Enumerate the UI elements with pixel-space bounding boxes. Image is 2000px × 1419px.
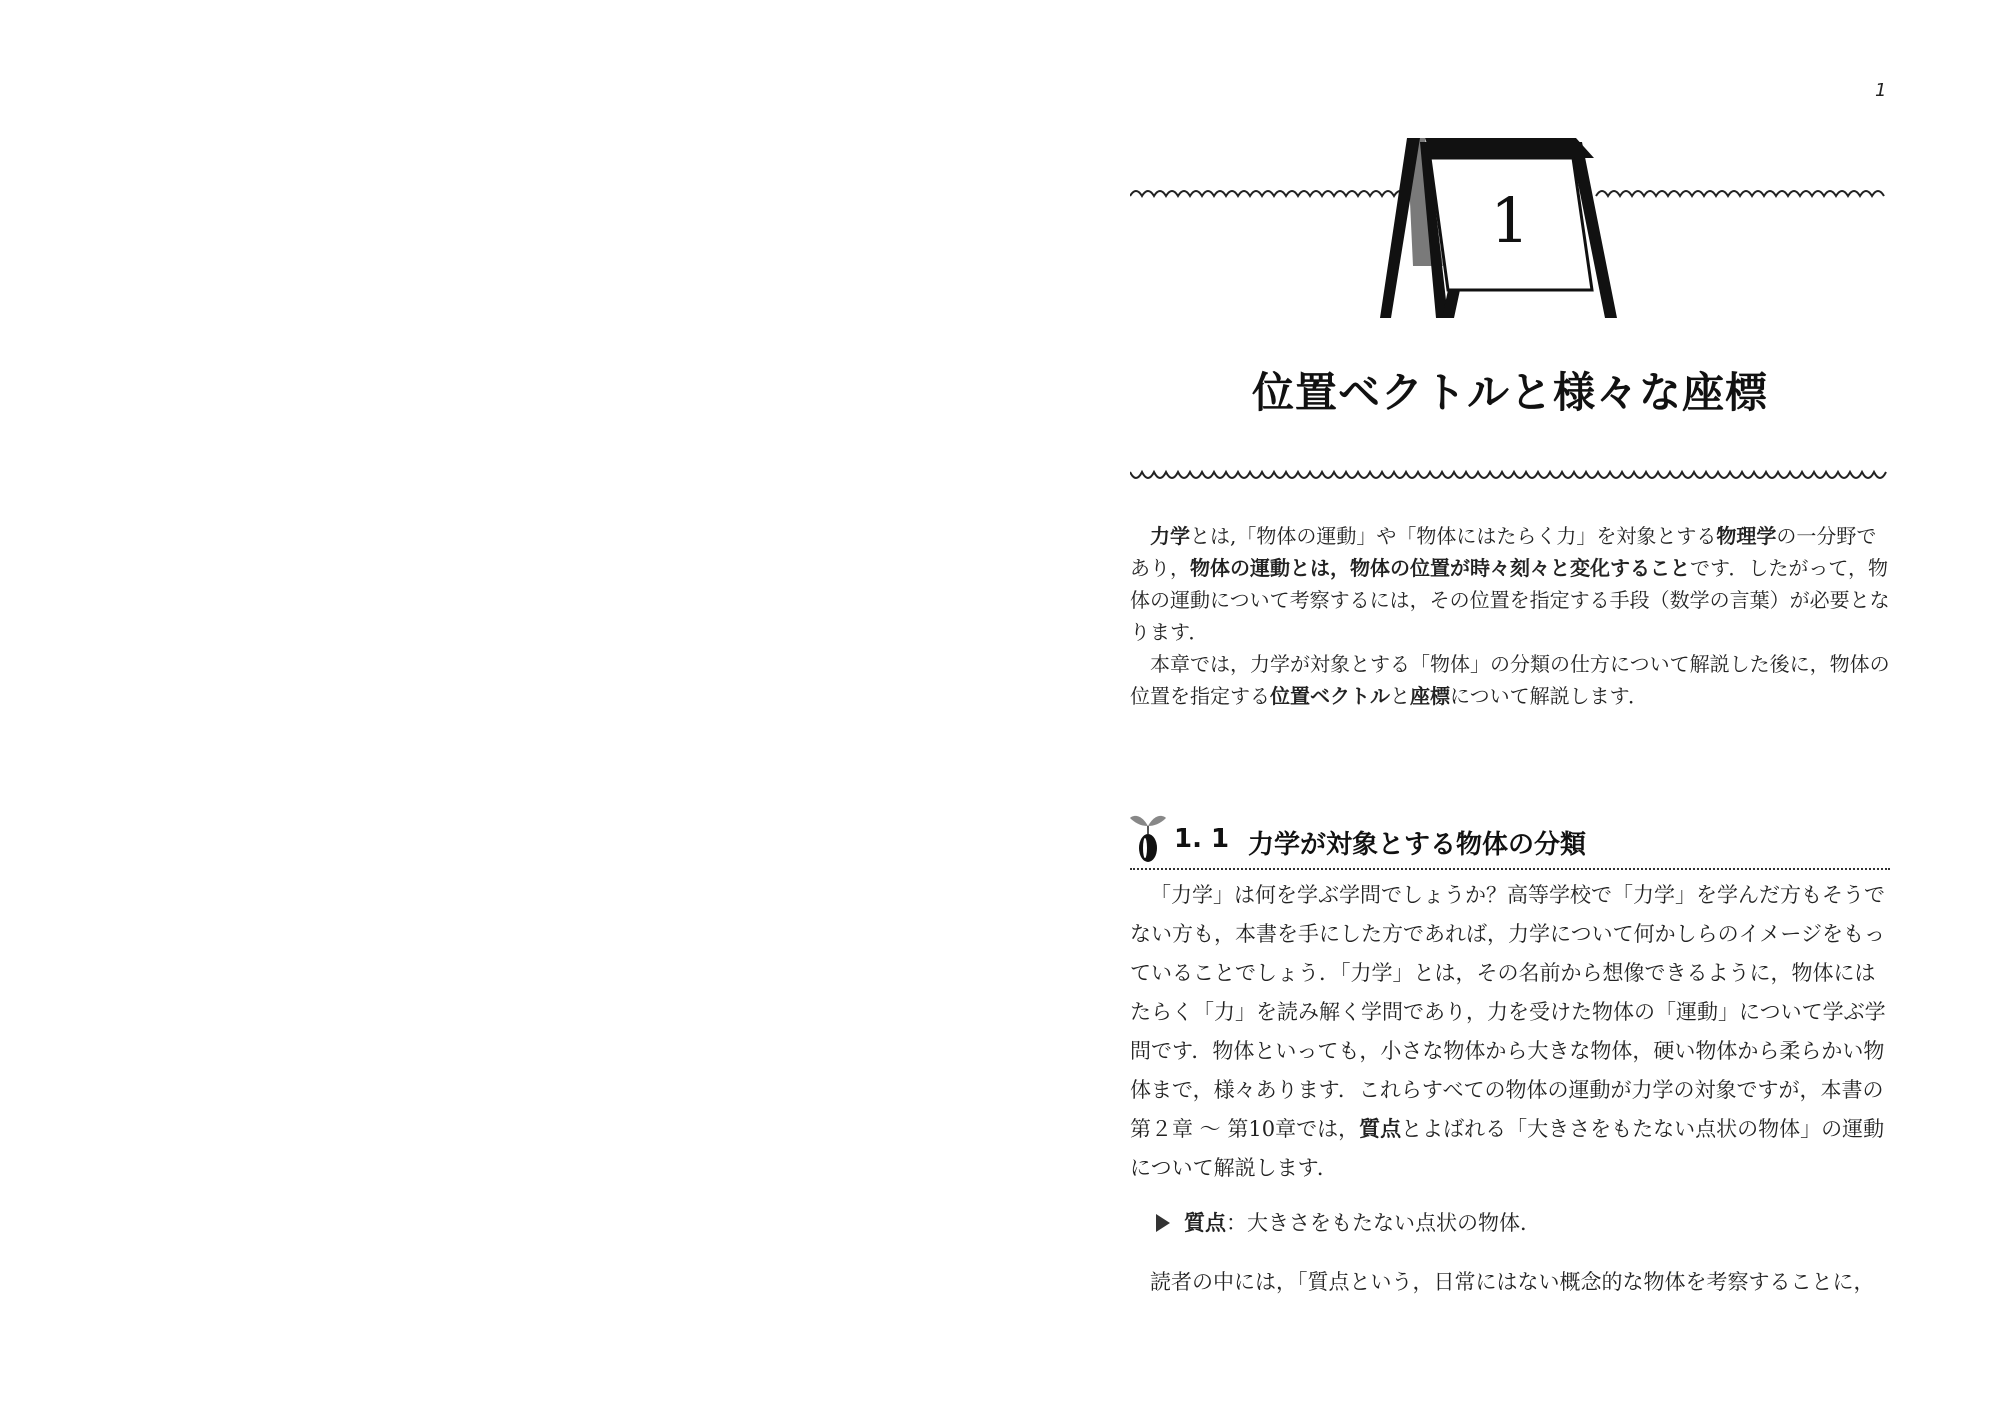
intro-paragraph-1 (1130, 520, 1890, 648)
definition-text: ：大きさをもたない点状の物体． (1226, 1211, 1541, 1235)
chapter-emblem (1130, 130, 1890, 330)
wavy-line-right-icon (1596, 191, 1884, 196)
intro-p1-key-definition: 物体の運動とは，物体の位置が時々刻々と変化すること (1190, 556, 1690, 580)
intro-p2-text-2: と (1390, 684, 1410, 708)
definition-point-mass (1156, 1208, 1890, 1238)
intro-p1-text-1: とは,「物体の運動」や「物体にはたらく力」を対象とする (1190, 524, 1717, 548)
chapter-intro (1130, 520, 1890, 712)
continuation-line: 読者の中には，「質点という，日常にはない概念的な物体を考察することに， (1150, 1270, 1875, 1294)
wavy-line-left-icon (1130, 191, 1406, 196)
body-term-point-mass: 質点 (1359, 1117, 1402, 1141)
page-number: 1 (1875, 80, 1887, 101)
section-title: 力学が対象とする物体の分類 (1248, 830, 1587, 860)
section-heading (1130, 808, 1890, 870)
chapter-title: 位置ベクトルと様々な座標 (1251, 368, 1768, 417)
intro-p2-text-3: について解説します． (1450, 684, 1648, 708)
section-number: 1. 1 (1174, 824, 1230, 854)
body-paragraph (1130, 876, 1890, 1188)
intro-p2-text-1: 本章では，力学が対象とする「物体」の分類の仕方について解説した後に，物体の位置を指定する (1130, 652, 1890, 708)
intro-p1-text-2: の一分野であり， (1130, 524, 1877, 580)
body-text-2: とよばれる「大きさをもたない点状の物体」の運動について解説します． (1130, 1117, 1885, 1180)
intro-p1-term-mechanics: 力学 (1150, 524, 1190, 548)
intro-paragraph-2 (1130, 648, 1890, 712)
intro-p2-term-position-vector: 位置ベクトル (1270, 684, 1390, 708)
intro-p1-text-3: です．したがって，物体の運動について考察するには，その位置を指定する手段（数学の言葉）が必要となります． (1130, 556, 1890, 644)
body-text-1: 「力学」は何を学ぶ学問でしょうか？高等学校で「力学」を学んだ方もそうでない方も，本書を手にした方であれば，力学について何かしらのイメージをもっていることでしょう．「力学」とは，その名前から想像できるように，物体にはたらく「力」を読み解く学問であり，力を受けた物体の「運動」について学ぶ学問です．物体といっても，小さな物体から大きな物体，硬い物体から柔らかい物体まで，様々あります．これらすべての物体の運動が力学の対象ですが，本書の第２章 〜 第10章では， (1130, 883, 1886, 1141)
definition-term: 質点 (1184, 1211, 1226, 1235)
wavy-rule-icon (1130, 466, 1890, 488)
intro-p1-term-physics: 物理学 (1716, 524, 1777, 548)
intro-p2-term-coordinates: 座標 (1410, 684, 1450, 708)
chapter-number: 1 (1490, 184, 1530, 257)
section-body (1130, 876, 1890, 1188)
triangle-bullet-icon (1156, 1214, 1170, 1232)
sprout-icon (1130, 808, 1166, 864)
